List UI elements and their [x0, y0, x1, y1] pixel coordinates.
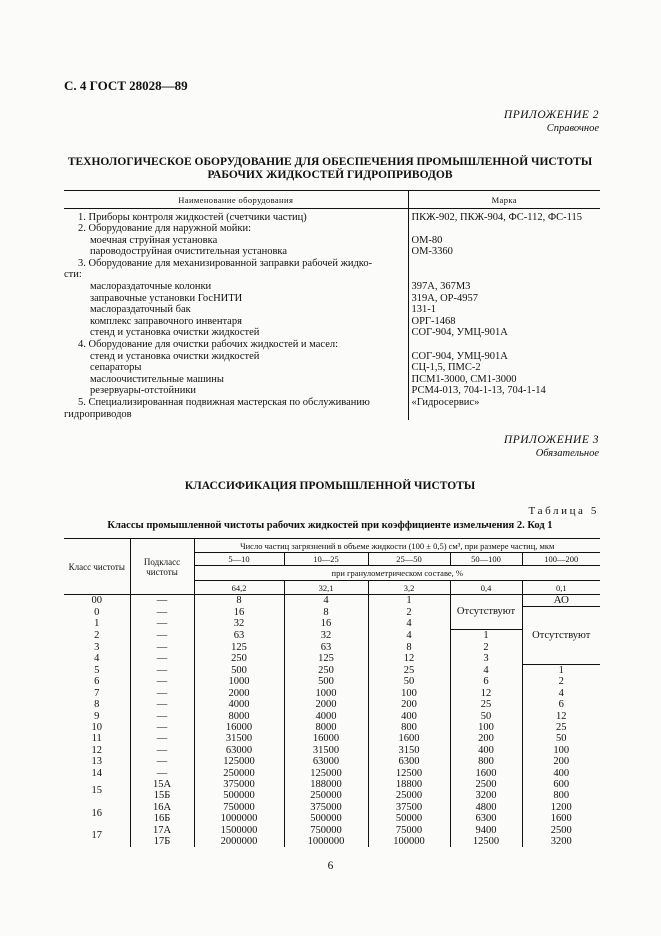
- value-cell: 63000: [284, 756, 368, 767]
- value-cell: 50: [450, 711, 522, 722]
- value-cell: 2: [368, 607, 450, 618]
- value-cell: 2000000: [194, 836, 284, 847]
- value-cell: 2500: [450, 779, 522, 790]
- equipment-mark: [408, 258, 600, 270]
- absent-cell-100-200: Отсутствуют: [522, 607, 600, 665]
- size-header-4: 50—100: [450, 553, 522, 566]
- value-cell: 63000: [194, 745, 284, 756]
- value-cell: 2000: [194, 688, 284, 699]
- subclass-cell: —: [130, 711, 194, 722]
- value-cell: 375000: [194, 779, 284, 790]
- percent-header-4: 0,4: [450, 581, 522, 595]
- class-cell: 14: [64, 768, 130, 779]
- table-row: [64, 212, 600, 224]
- appendix-3: [504, 433, 599, 461]
- value-cell: 2: [558, 676, 564, 688]
- size-header-5: 100—200: [522, 553, 600, 566]
- subclass-cell: —: [130, 595, 194, 607]
- value-cell: 25: [368, 664, 450, 676]
- equipment-mark: [408, 223, 600, 235]
- table-row: [64, 246, 600, 258]
- equipment-mark: РСМ4-013, 704-1-13, 704-1-14: [411, 385, 546, 397]
- size-header-1: 5—10: [194, 553, 284, 566]
- value-cell: 50: [556, 733, 567, 745]
- value-cell: 63: [194, 630, 284, 642]
- table-row: [64, 756, 600, 767]
- value-cell: 1600: [450, 768, 522, 779]
- equipment-mark: [408, 269, 600, 281]
- value-cell: 100: [553, 744, 570, 756]
- equipment-name: маслораздаточные колонки: [64, 281, 408, 293]
- equipment-name: стенд и установка очистки жидкостей: [64, 327, 408, 339]
- value-cell: 400: [553, 767, 570, 779]
- table-row: [64, 351, 600, 363]
- value-cell: 8: [368, 642, 450, 653]
- table-row: [64, 409, 600, 421]
- value-cell: 4000: [284, 711, 368, 722]
- equipment-name: пароводоструйная очистительная установка: [64, 246, 408, 258]
- value-cell: 1500000: [194, 825, 284, 836]
- class-cell: 16: [64, 802, 130, 825]
- equipment-name: маслораздаточный бак: [64, 304, 408, 316]
- table-row: [64, 642, 600, 653]
- value-cell: 1000000: [194, 813, 284, 824]
- value-cell: 500000: [194, 790, 284, 801]
- table-row: [64, 385, 600, 397]
- appendix-2-subtitle: Справочное: [546, 123, 599, 134]
- value-cell: 37500: [368, 802, 450, 813]
- equipment-name: сепараторы: [64, 362, 408, 374]
- size-header-3: 25—50: [368, 553, 450, 566]
- value-cell: 16: [284, 618, 368, 629]
- table-row: [64, 745, 600, 756]
- equipment-mark: ОМ-80: [411, 234, 443, 246]
- class-cell: 17: [64, 825, 130, 848]
- value-cell: 250000: [194, 768, 284, 779]
- class-cell: 9: [64, 711, 130, 722]
- value-cell: 12: [556, 710, 567, 722]
- table-row: [64, 676, 600, 687]
- value-cell: 4: [368, 618, 450, 629]
- table-row: [64, 699, 600, 710]
- equipment-mark: [408, 409, 600, 421]
- value-cell: 250: [284, 664, 368, 676]
- value-cell: 1: [558, 664, 564, 676]
- percent-header-5: 0,1: [522, 581, 600, 595]
- value-cell: 32: [194, 618, 284, 629]
- subclass-cell: 16А: [130, 802, 194, 813]
- value-cell: 125: [284, 653, 368, 664]
- table-row: [64, 327, 600, 339]
- ao-cell: АО: [522, 595, 600, 607]
- table-row: [64, 688, 600, 699]
- table-row: [64, 779, 600, 790]
- equipment-table-header: [64, 191, 600, 209]
- subclass-cell: 15Б: [130, 790, 194, 801]
- equipment-mark: ПСМ1-3000, СМ1-3000: [411, 373, 517, 385]
- value-cell: 18800: [368, 779, 450, 790]
- class-cell: 11: [64, 733, 130, 744]
- section-2-title: КЛАССИФИКАЦИЯ ПРОМЫШЛЕННОЙ ЧИСТОТЫ: [184, 480, 476, 492]
- class-cell: 15: [64, 779, 130, 802]
- value-cell: 2000: [284, 699, 368, 710]
- equipment-name: гидроприводов: [64, 409, 408, 421]
- value-cell: 8: [194, 595, 284, 607]
- value-cell: 16000: [284, 733, 368, 744]
- subclass-cell: —: [130, 676, 194, 687]
- class-cell: 12: [64, 745, 130, 756]
- appendix-3-subtitle: Обязательное: [535, 448, 599, 459]
- value-cell: 100000: [368, 836, 450, 847]
- class-cell: 6: [64, 676, 130, 687]
- subclass-cell: —: [130, 733, 194, 744]
- column-header-subclass: Подкласс чистоты: [130, 539, 194, 595]
- table-row: [64, 339, 600, 351]
- table-row: [64, 653, 600, 664]
- value-cell: 100: [450, 722, 522, 733]
- value-cell: 4: [450, 664, 522, 676]
- equipment-mark: ОРГ-1468: [411, 315, 456, 327]
- value-cell: 125000: [284, 768, 368, 779]
- table-row: [64, 293, 600, 305]
- equipment-name: стенд и установка очистки жидкостей: [64, 351, 408, 363]
- value-cell: 800: [368, 722, 450, 733]
- percent-header-3: 3,2: [368, 581, 450, 595]
- value-cell: 375000: [284, 802, 368, 813]
- page-header: С. 4 ГОСТ 28028—89: [64, 78, 188, 93]
- value-cell: 8000: [194, 711, 284, 722]
- value-cell: 4: [284, 595, 368, 607]
- value-cell: 1200: [550, 801, 572, 813]
- equipment-name: резервуары-отстойники: [64, 385, 408, 397]
- value-cell: 1000000: [284, 836, 368, 847]
- value-cell: 500: [194, 664, 284, 676]
- value-cell: 125: [194, 642, 284, 653]
- table-row: [64, 223, 600, 235]
- column-header-particle-count: Число частиц загрязнений в объеме жидкости (100 ± 0,5) см³, при размере частиц, мкм: [194, 539, 600, 553]
- subclass-cell: —: [130, 642, 194, 653]
- equipment-mark: СЦ-1,5, ПМС-2: [411, 362, 481, 374]
- class-cell: 3: [64, 642, 130, 653]
- equipment-mark: СОГ-904, УМЦ-901А: [411, 327, 508, 339]
- table-row: [64, 374, 600, 386]
- subclass-cell: —: [130, 756, 194, 767]
- table-row: [64, 802, 600, 813]
- value-cell: 8000: [284, 722, 368, 733]
- value-cell: 250: [194, 653, 284, 664]
- value-cell: 4800: [450, 802, 522, 813]
- value-cell: 3200: [450, 790, 522, 801]
- percent-header-1: 64,2: [194, 581, 284, 595]
- value-cell: 25: [556, 721, 567, 733]
- value-cell: 31500: [284, 745, 368, 756]
- value-cell: 6: [450, 676, 522, 687]
- class-cell: 1: [64, 618, 130, 629]
- equipment-name: 2. Оборудование для наружной мойки:: [64, 223, 408, 235]
- value-cell: 6300: [368, 756, 450, 767]
- value-cell: 2500: [550, 824, 572, 836]
- class-cell: 10: [64, 722, 130, 733]
- subclass-cell: 16Б: [130, 813, 194, 824]
- equipment-name: моечная струйная установка: [64, 235, 408, 247]
- value-cell: 200: [450, 733, 522, 744]
- subclass-cell: —: [130, 699, 194, 710]
- table-row: [64, 235, 600, 247]
- value-cell: 500000: [284, 813, 368, 824]
- table-row: [64, 304, 600, 316]
- class-cell: 8: [64, 699, 130, 710]
- class-cell: 7: [64, 688, 130, 699]
- value-cell: 1: [450, 630, 522, 642]
- value-cell: 3200: [550, 836, 572, 848]
- subclass-cell: —: [130, 688, 194, 699]
- class-table-header-row-1: [64, 539, 600, 553]
- class-cell: 4: [64, 653, 130, 664]
- equipment-name: 3. Оборудование для механизированной заправки рабочей жидко-: [64, 258, 408, 270]
- value-cell: 16: [194, 607, 284, 618]
- equipment-name: маслоочистительные машины: [64, 374, 408, 386]
- table-row: [64, 258, 600, 270]
- value-cell: 200: [368, 699, 450, 710]
- subclass-cell: —: [130, 768, 194, 779]
- table-row: [64, 768, 600, 779]
- equipment-table: [64, 190, 600, 420]
- value-cell: 500: [284, 676, 368, 687]
- class-cell: 13: [64, 756, 130, 767]
- granulometric-header: при гранулометрическом составе, %: [194, 566, 600, 581]
- equipment-mark: ОМ-3360: [411, 246, 453, 258]
- table-row: [64, 362, 600, 374]
- section-1-title-line2: РАБОЧИХ ЖИДКОСТЕЙ ГИДРОПРИВОДОВ: [207, 169, 453, 181]
- value-cell: 400: [450, 745, 522, 756]
- value-cell: 6300: [450, 813, 522, 824]
- value-cell: 800: [450, 756, 522, 767]
- value-cell: 125000: [194, 756, 284, 767]
- value-cell: 50000: [368, 813, 450, 824]
- value-cell: 100: [368, 688, 450, 699]
- percent-header-2: 32,1: [284, 581, 368, 595]
- table-row: [64, 790, 600, 801]
- value-cell: 3150: [368, 745, 450, 756]
- equipment-name: заправочные установки ГосНИТИ: [64, 293, 408, 305]
- value-cell: 31500: [194, 733, 284, 744]
- value-cell: 1: [368, 595, 450, 607]
- value-cell: 600: [553, 779, 570, 790]
- table-row: [64, 722, 600, 733]
- subclass-cell: —: [130, 653, 194, 664]
- class-cell: 2: [64, 630, 130, 642]
- table-row: [64, 836, 600, 847]
- equipment-name: 4. Оборудование для очистки рабочих жидкостей и масел:: [64, 339, 408, 351]
- subclass-cell: 15А: [130, 779, 194, 790]
- value-cell: 4: [558, 687, 564, 699]
- value-cell: 2: [450, 642, 522, 653]
- value-cell: 63: [284, 642, 368, 653]
- table-row: [64, 711, 600, 722]
- value-cell: 9400: [450, 825, 522, 836]
- subclass-cell: —: [130, 618, 194, 629]
- class-table: [64, 538, 600, 847]
- table-row: [64, 664, 600, 676]
- table-row: [64, 630, 600, 642]
- table-row: [64, 733, 600, 744]
- table-row: [64, 316, 600, 328]
- equipment-mark: 131-1: [411, 304, 436, 316]
- equipment-name: 5. Специализированная подвижная мастерская по обслуживанию: [64, 397, 408, 409]
- equipment-name: комплекс заправочного инвентаря: [64, 316, 408, 328]
- subclass-cell: —: [130, 607, 194, 618]
- value-cell: 50: [368, 676, 450, 687]
- class-cell: 5: [64, 664, 130, 676]
- value-cell: 1600: [368, 733, 450, 744]
- page-number: 6: [327, 860, 334, 872]
- equipment-mark: 397А, 367М3: [411, 281, 471, 293]
- column-header-name: Наименование оборудования: [64, 191, 408, 209]
- equipment-mark: 319А, ОР-4957: [411, 292, 479, 304]
- value-cell: 12: [450, 688, 522, 699]
- section-1-title-line1: ТЕХНОЛОГИЧЕСКОЕ ОБОРУДОВАНИЕ ДЛЯ ОБЕСПЕЧЕНИЯ ПРОМЫШЛЕННОЙ ЧИСТОТЫ: [67, 156, 593, 168]
- appendix-3-title: ПРИЛОЖЕНИЕ 3: [503, 434, 599, 446]
- value-cell: 32: [284, 630, 368, 642]
- equipment-mark: СОГ-904, УМЦ-901А: [411, 350, 508, 362]
- value-cell: 25: [450, 699, 522, 710]
- value-cell: 8: [284, 607, 368, 618]
- appendix-2: [504, 108, 599, 136]
- value-cell: 12: [368, 653, 450, 664]
- subclass-cell: —: [130, 722, 194, 733]
- equipment-mark: ПКЖ-902, ПКЖ-904, ФС-112, ФС-115: [411, 211, 583, 223]
- value-cell: 6: [558, 699, 564, 711]
- table-row: [64, 825, 600, 836]
- subclass-cell: —: [130, 630, 194, 642]
- absent-cell-50-100: Отсутствуют: [450, 595, 522, 630]
- value-cell: 12500: [368, 768, 450, 779]
- subclass-cell: 17Б: [130, 836, 194, 847]
- subclass-cell: —: [130, 745, 194, 756]
- subclass-cell: 17А: [130, 825, 194, 836]
- value-cell: 1600: [550, 813, 572, 825]
- section-1-title: [60, 156, 600, 182]
- value-cell: 4000: [194, 699, 284, 710]
- value-cell: 200: [553, 756, 570, 768]
- column-header-class: Класс чистоты: [64, 539, 130, 595]
- value-cell: 75000: [368, 825, 450, 836]
- table-caption: Классы промышленной чистоты рабочих жидкостей при коэффициенте измельчения 2. Код 1: [107, 520, 553, 531]
- value-cell: 1000: [284, 688, 368, 699]
- value-cell: 250000: [284, 790, 368, 801]
- table-number: Таблица 5: [528, 505, 599, 517]
- class-cell: 0: [64, 607, 130, 618]
- size-header-2: 10—25: [284, 553, 368, 566]
- value-cell: 3: [450, 653, 522, 664]
- value-cell: 16000: [194, 722, 284, 733]
- table-row: [64, 595, 600, 607]
- value-cell: 750000: [284, 825, 368, 836]
- equipment-mark: [408, 339, 600, 351]
- value-cell: 188000: [284, 779, 368, 790]
- column-header-mark: Марка: [408, 191, 600, 209]
- equipment-name: сти:: [64, 269, 408, 281]
- appendix-2-title: ПРИЛОЖЕНИЕ 2: [503, 109, 599, 121]
- subclass-cell: —: [130, 664, 194, 676]
- value-cell: 4: [368, 630, 450, 642]
- equipment-mark: «Гидросервис»: [411, 397, 480, 408]
- table-row: [64, 813, 600, 824]
- value-cell: 12500: [450, 836, 522, 847]
- table-row: [64, 269, 600, 281]
- value-cell: 750000: [194, 802, 284, 813]
- class-cell: 00: [64, 595, 130, 607]
- value-cell: 25000: [368, 790, 450, 801]
- value-cell: 400: [368, 711, 450, 722]
- table-row: [64, 281, 600, 293]
- equipment-name: 1. Приборы контроля жидкостей (счетчики частиц): [64, 212, 408, 224]
- value-cell: 800: [553, 790, 570, 802]
- table-row: [64, 397, 600, 409]
- value-cell: 1000: [194, 676, 284, 687]
